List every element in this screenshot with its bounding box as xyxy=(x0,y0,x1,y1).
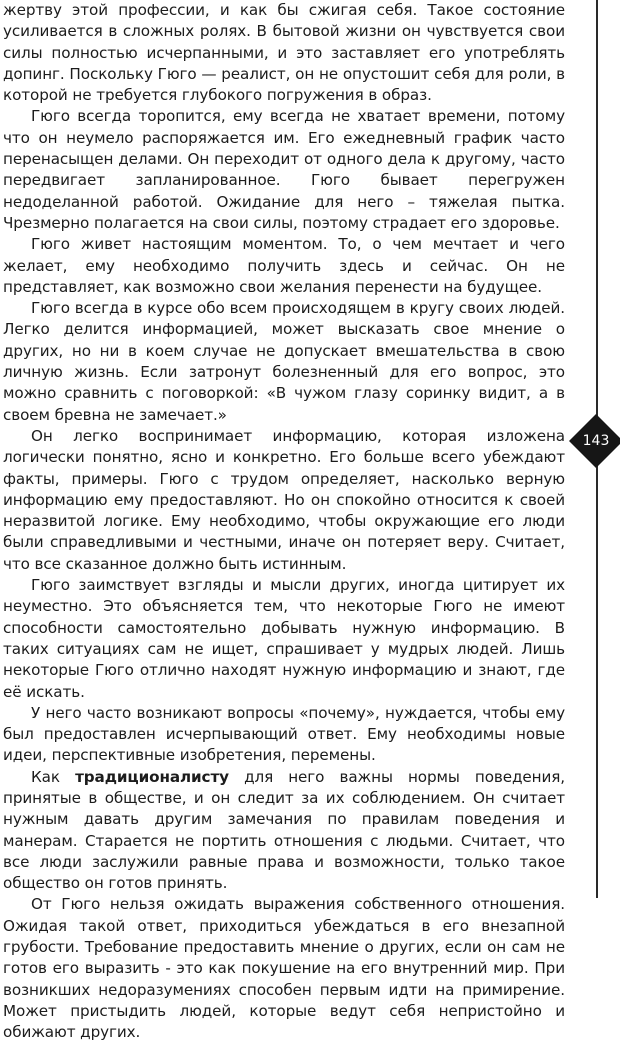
page-body xyxy=(3,0,565,1044)
paragraph-4: Гюго всегда в курсе обо всем происходящем в кругу своих людей. Легко делится информацией, может высказать свое мнение о других, но ни в коем случае не допускает вмешательства в свою личную жизнь. Если затронут болезненный для его вопрос, это можно сравнить с поговоркой: «В чужом глазу соринку видит, а в своем бревна не замечает.» xyxy=(3,299,565,424)
emphasis-term: традиционалисту xyxy=(75,767,229,786)
paragraph-9: От Гюго нельзя ожидать выражения собственного отношения. Ожидая такой ответ, приходиться убеждаться в его внезапной грубости. Требование предоставить мнение о других, если он сам не готов его выразить - это как покушение на его внутренний мир. При возникших недоразумениях способен первым идти на примирение. Может пристыдить людей, которые ведут себя непристойно и обижают других. xyxy=(3,895,565,1042)
paragraph-6: Гюго заимствует взгляды и мысли других, иногда цитирует их неуместно. Это объясняется тем, что некоторые Гюго не имеют способности самостоятельно добывать нужную информацию. В таких ситуациях сам не ищет, спрашивает у мудрых людей. Лишь некоторые Гюго отлично находят нужную информацию и знают, где её искать. xyxy=(3,576,565,701)
paragraph-5: Он легко воспринимает информацию, которая изложена логически понятно, ясно и конкретно. Его больше всего убеждают факты, примеры. Гюго с трудом определяет, насколько верную информацию ему предоставляют. Но он спокойно относится к своей неразвитой логике. Ему необходимо, чтобы окружающие его люди были справедливыми и честными, иначе он потеряет веру. Считает, что все сказанное должно быть истинным. xyxy=(3,426,565,573)
paragraph-2: Гюго всегда торопится, ему всегда не хватает времени, потому что он неумело распоряжается им. Его ежедневный график часто перенасыщен делами. Он переходит от одного дела к другому, часто передвигает запланированное. Гюго бывает перегружен недоделанной работой. Ожидание для него – тяжелая пытка. Чрезмерно полагается на свои силы, поэтому страдает его здоровье. xyxy=(3,107,565,232)
paragraph-7: У него часто возникают вопросы «почему», нуждается, чтобы ему был предоставлен исчерпывающий ответ. Ему необходимы новые идеи, перспективные изобретения, перемены. xyxy=(3,703,565,765)
paragraph-8-rest: для него важны нормы поведения, принятые в обществе, и он следит за их соблюдением. Он считает нужным давать другим замечания по правилам поведения и манерам. Старается не портить отношения с людьми. Считает, что все люди заслужили равные права и возможности, только такое общество он готов принять. xyxy=(3,767,565,893)
paragraph-8 xyxy=(3,767,565,895)
paragraph-8-start: Как xyxy=(31,767,76,786)
page-number-badge xyxy=(568,413,620,469)
paragraph-3: Гюго живет настоящим моментом. То, о чем мечтает и чего желает, ему необходимо получить здесь и сейчас. Он не представляет, как возможно свои желания перенести на будущее. xyxy=(3,235,565,296)
page-number: 143 xyxy=(582,433,610,449)
paragraph-1: жертву этой профессии, и как бы сжигая себя. Такое состояние усиливается в сложных ролях. В бытовой жизни он чувствуется свои силы полностью исчерпанными, и это заставляет его употреблять допинг. Поскольку Гюго — реалист, он не опустошит себя для роли, в которой не требуется глубокого погружения в образ. xyxy=(3,1,565,105)
